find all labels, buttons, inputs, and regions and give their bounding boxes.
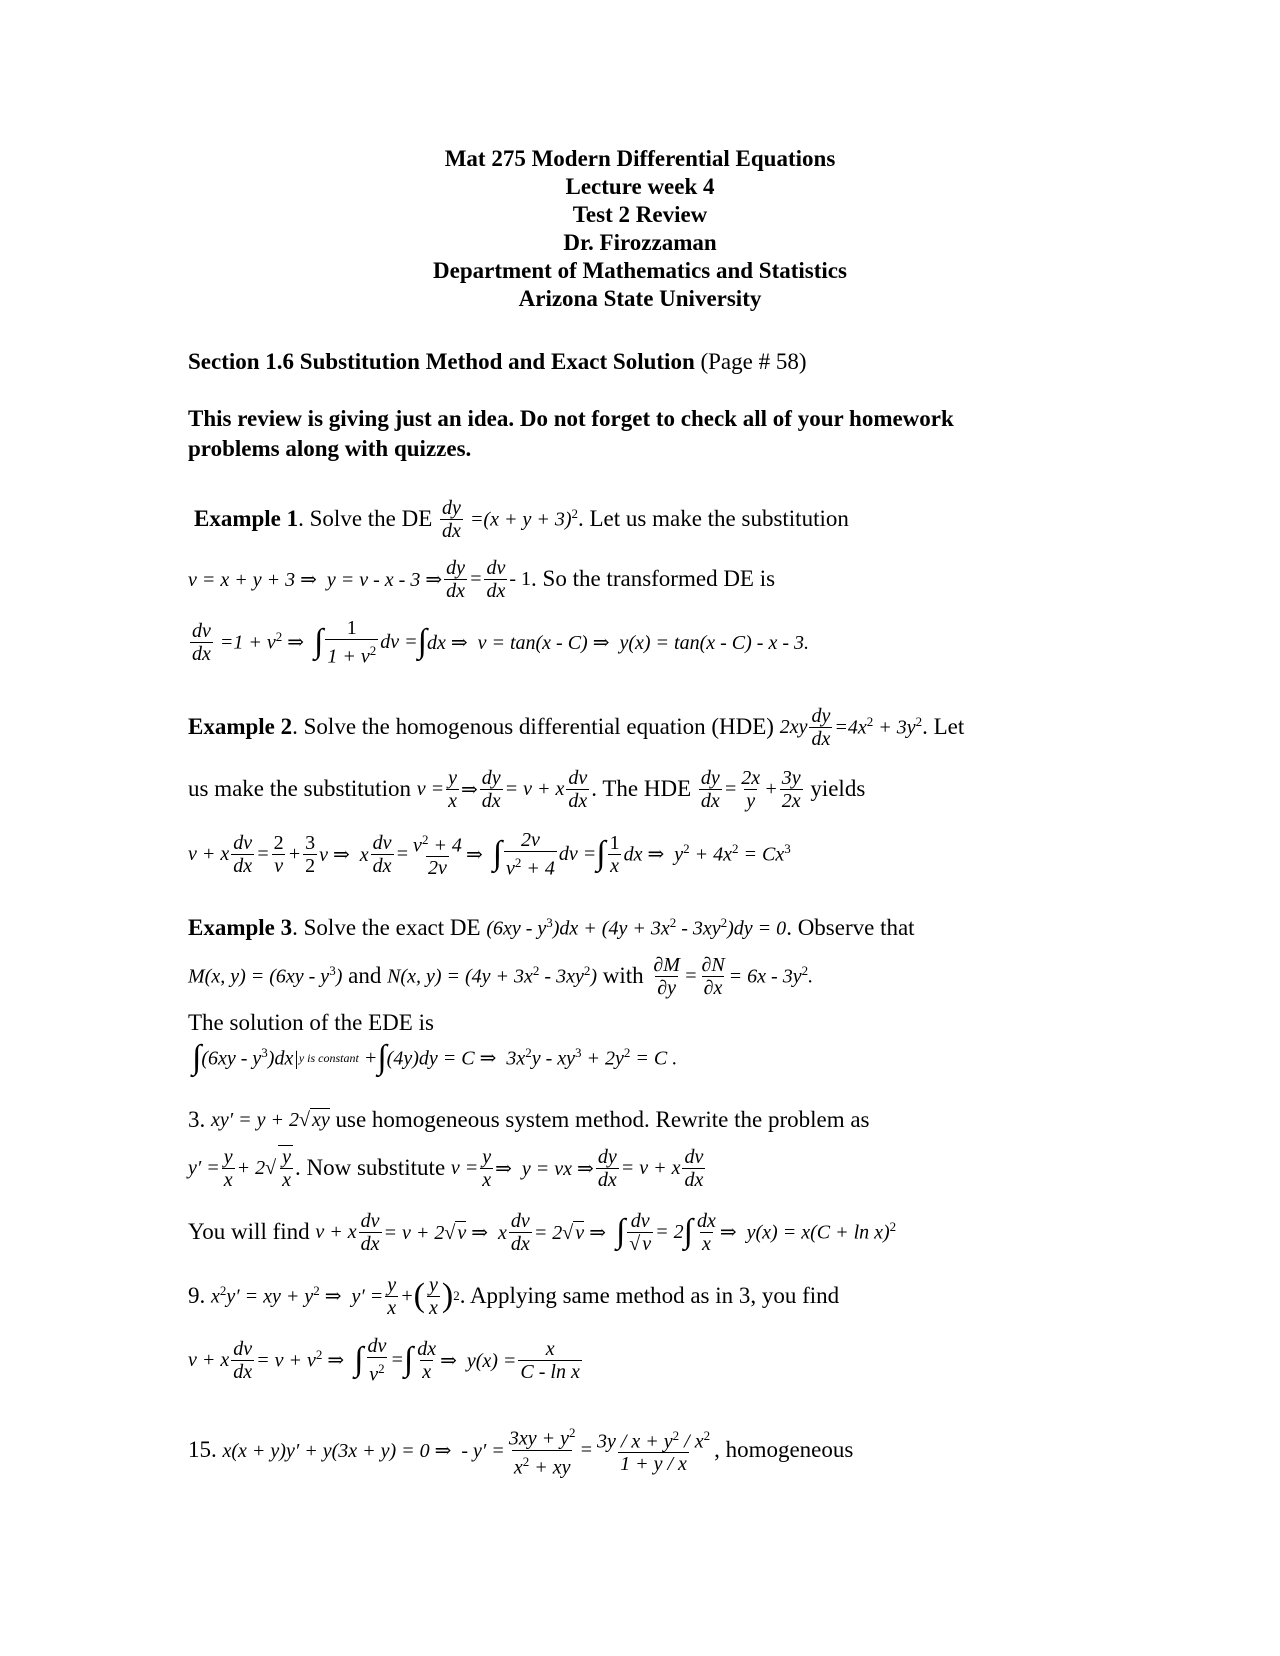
problem9-line1: 9. $x^2y'$ = xy + $y^2$ ⇒ y′ = $\frac{y}{x}$ + ( $\frac{y}{x}$ ) 2 . Applying same method as in 3, you find: [188, 1273, 840, 1319]
dy-dx-fraction: $\frac{dy}{dx}$: [442, 496, 461, 542]
problem3-number: 3.: [188, 1107, 206, 1132]
instructor-name: Dr. Firozzaman: [563, 230, 717, 255]
example3-text2: . Observe that: [786, 915, 915, 940]
review-note-line2: problems along with quizzes.: [188, 436, 472, 461]
example3-and: and: [348, 963, 382, 988]
example3-constant-note: y is constant: [298, 1050, 359, 1065]
example2-line1: Example 2 . Solve the homogenous differential equation (HDE) 2xy $\frac{dy}{dx}$ $=4x^2 + 3y^2$ . Let: [188, 704, 965, 750]
example3-line1: Example 3 . Solve the exact DE $(6xy - y^3)dx + (4y + 3x^2 - 3xy^2)dy = 0$ . Observe that: [188, 915, 915, 940]
example1-label: Example 1: [194, 506, 299, 531]
department-name: Department of Mathematics and Statistics: [433, 258, 847, 283]
problem9-line2: v + x $\frac{dv}{dx}$ = $v + v^2$ ⇒ ∫ $\frac{dv}{v^2}$ = ∫ $\frac{dx}{x}$ ⇒ y(x) = $\frac{x}{\text{C - ln x}}$: [188, 1334, 580, 1386]
problem9-number: 9.: [188, 1283, 206, 1308]
problem3-line2: y′ = $\frac{y}{x}$ + 2√ $\frac{y}{x}$ . Now substitute v = $\frac{y}{x}$ ⇒ y = vx ⇒ $\frac{dy}{dx}$ = v + x $\frac{dv}{dx}$: [188, 1145, 704, 1191]
example1-text3: . So the transformed DE is: [531, 566, 776, 591]
example2-label: Example 2: [188, 714, 293, 739]
problem3-text2: . Now substitute: [295, 1155, 446, 1180]
example3-with: with: [602, 963, 644, 988]
example1-line1: Example 1 . Solve the DE $\frac{dy}{dx}$ $=(x + y + 3)^2$ . Let us make the substitution: [194, 496, 849, 542]
example2-text2: . Let: [922, 714, 965, 739]
example1-line2: v = x + y + 3 ⇒ y = v - x - 3 ⇒ $\frac{dy}{dx}$ = $\frac{dv}{dx}$ - 1 . So the transformed DE is: [188, 556, 776, 602]
problem15-line1: 15. x(x + y)y′ + y(3x + y) = 0 ⇒ - y′ = $\frac{3xy + y^2}{x^2 + xy}$ = $\frac{3y / x + y^2 / x^2}{1 + y / x}$ , homogeneous: [188, 1424, 854, 1479]
review-note-line1: This review is giving just an idea. Do not forget to check all of your homework: [188, 406, 954, 431]
lecture-week: Lecture week 4: [565, 174, 715, 199]
problem3-text3: You will find: [188, 1219, 310, 1244]
section-page-ref: (Page # 58): [700, 349, 807, 374]
example2-line3: v + x $\frac{dv}{dx}$ = $\frac{2}{v}$ + $\frac{3}{2}$ v ⇒ x $\frac{dv}{dx}$ = $\frac{v^2 + 4}{2v}$ ⇒ ∫ $\frac{2v}{v^2 + 4}$ dv = ∫ $\frac{1}{x}$ dx ⇒ $y^2 + 4x^2 = Cx^3$: [188, 828, 791, 880]
example2-text3: us make the substitution: [188, 776, 411, 801]
university-name: Arizona State University: [518, 286, 762, 311]
example1-text: . Solve the DE: [298, 506, 433, 531]
example3-text3: The solution of the EDE is: [188, 1010, 434, 1035]
example3-line2: M(x, $y) = (6xy - y^3)$ and N(x, $y) = (4y + 3x^2 - 3xy^2)$ with $\frac{\partial M}{\partial y}$ = $\frac{\partial N}{\partial x}$ = $6x - 3y^2$.: [188, 953, 814, 999]
test-title: Test 2 Review: [572, 202, 708, 227]
example1-text2: . Let us make the substitution: [578, 506, 849, 531]
example3-text1: . Solve the exact DE: [292, 915, 481, 940]
example1-line3: $\frac{dv}{dx}$ $=1 + v^2$ ⇒ ∫ $\frac{1}{1 + v^2}$ dv = ∫ dx ⇒ v = tan(x - C) ⇒ y(x) = tan(x - C) - x - 3.: [192, 616, 809, 668]
problem3-line3: You will find v + x $\frac{dv}{dx}$ = v + 2√ v ⇒ x $\frac{dv}{dx}$ = 2√ v ⇒ ∫ $\frac{dv}{√ v}$ = 2 ∫ $\frac{dx}{x}$ ⇒ $y(x) = x(C + \ln x)^2$: [188, 1209, 897, 1255]
example2-line2: us make the substitution v = $\frac{y}{x}$ ⇒ $\frac{dy}{dx}$ = v + x $\frac{dv}{dx}$ . The HDE $\frac{dy}{dx}$ = $\frac{2x}{y}$ + $\frac{3y}{2x}$ yields: [188, 766, 866, 812]
example2-text1: . Solve the homogenous differential equation (HDE): [292, 714, 774, 739]
course-title: Mat 275 Modern Differential Equations: [444, 146, 836, 171]
section-heading: [188, 349, 807, 375]
example2-text4: . The HDE: [591, 776, 692, 801]
example2-text5: yields: [810, 776, 866, 801]
example3-label: Example 3: [188, 915, 293, 940]
example3-line4: ∫ $(6xy - y^3)dx|$ y is constant + ∫ (4y)dy = C ⇒ $3x^2y - xy^3 + 2y^2 = C$ .: [192, 1039, 678, 1076]
problem3-line1: 3. xy′ = y + 2√ xy use homogeneous system method. Rewrite the problem as: [188, 1107, 870, 1132]
problem15-number: 15.: [188, 1437, 217, 1462]
problem9-text1: . Applying same method as in 3, you find: [459, 1283, 840, 1308]
section-title: Section 1.6 Substitution Method and Exact Solution: [188, 349, 695, 374]
problem3-text1: use homogeneous system method. Rewrite the problem as: [335, 1107, 870, 1132]
problem15-text1: , homogeneous: [714, 1437, 854, 1462]
